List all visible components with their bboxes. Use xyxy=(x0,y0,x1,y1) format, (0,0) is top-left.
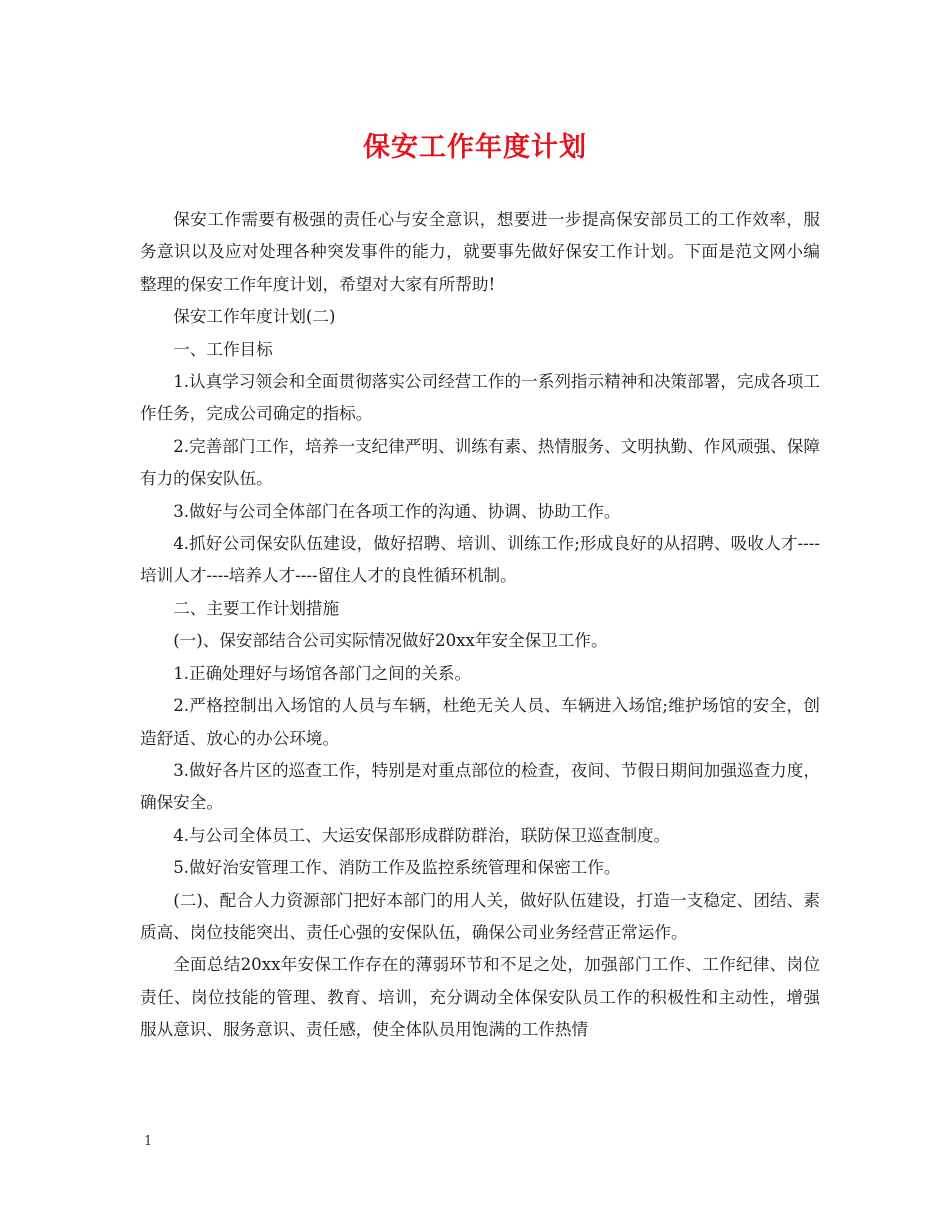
measure-subheading-1: (一)、保安部结合公司实际情况做好20xx年安全保卫工作。 xyxy=(173,631,608,651)
measure-subheading-2: (二)、配合人力资源部门把好本部门的用人关，做好队伍建设，打造一支稳定、团结、素质高、岗位技能突出、责任心强的安保队伍，确保公司业务经营正常运作。 xyxy=(140,890,820,942)
summary-paragraph: 全面总结20xx年安保工作存在的薄弱环节和不足之处，加强部门工作、工作纪律、岗位责任、岗位技能的管理、教育、培训，充分调动全体保安队员工作的积极性和主动性，增强服从意识、服务意识、责任感，使全体队员用饱满的工作热情 xyxy=(140,955,820,1040)
section-subtitle: 保安工作年度计划(二) xyxy=(173,307,336,327)
measure-item-2: 2.严格控制出入场馆的人员与车辆，杜绝无关人员、车辆进入场馆;维护场馆的安全，创造舒适、放心的办公环境。 xyxy=(140,696,820,748)
goal-item-2: 2.完善部门工作，培养一支纪律严明、训练有素、热情服务、文明执勤、作风顽强、保障有力的保安队伍。 xyxy=(140,436,820,489)
goal-item-1: 1.认真学习领会和全面贯彻落实公司经营工作的一系列指示精神和决策部署，完成各项工作任务，完成公司确定的指标。 xyxy=(140,372,820,424)
goal-item-3: 3.做好与公司全体部门在各项工作的沟通、协调、协助工作。 xyxy=(173,501,621,521)
measure-item-5: 5.做好治安管理工作、消防工作及监控系统管理和保密工作。 xyxy=(173,858,621,878)
measure-item-3: 3.做好各片区的巡查工作，特别是对重点部位的检查，夜间、节假日期间加强巡查力度，确保安全。 xyxy=(140,760,820,813)
page-number: 1 xyxy=(144,1134,153,1149)
goal-item-4: 4.抓好公司保安队伍建设，做好招聘、培训、训练工作;形成良好的从招聘、吸收人才---- 培训人才----培养人才----留住人才的良性循环机制。 xyxy=(140,534,820,586)
document-body xyxy=(140,204,820,1047)
measure-item-4: 4.与公司全体员工、大运安保部形成群防群治，联防保卫巡查制度。 xyxy=(173,825,671,845)
section-heading-goals: 一、工作目标 xyxy=(173,339,273,359)
document-title: 保安工作年度计划 xyxy=(363,132,587,163)
section-heading-measures: 二、主要工作计划措施 xyxy=(173,598,340,618)
intro-paragraph: 保安工作需要有极强的责任心与安全意识，想要进一步提高保安部员工的工作效率，服务意识以及应对处理各种突发事件的能力，就要事先做好保安工作计划。下面是范文网小编整理的保安工作年度计划，希望对大家有所帮助! xyxy=(140,210,820,294)
measure-item-1: 1.正确处理好与场馆各部门之间的关系。 xyxy=(173,663,472,683)
